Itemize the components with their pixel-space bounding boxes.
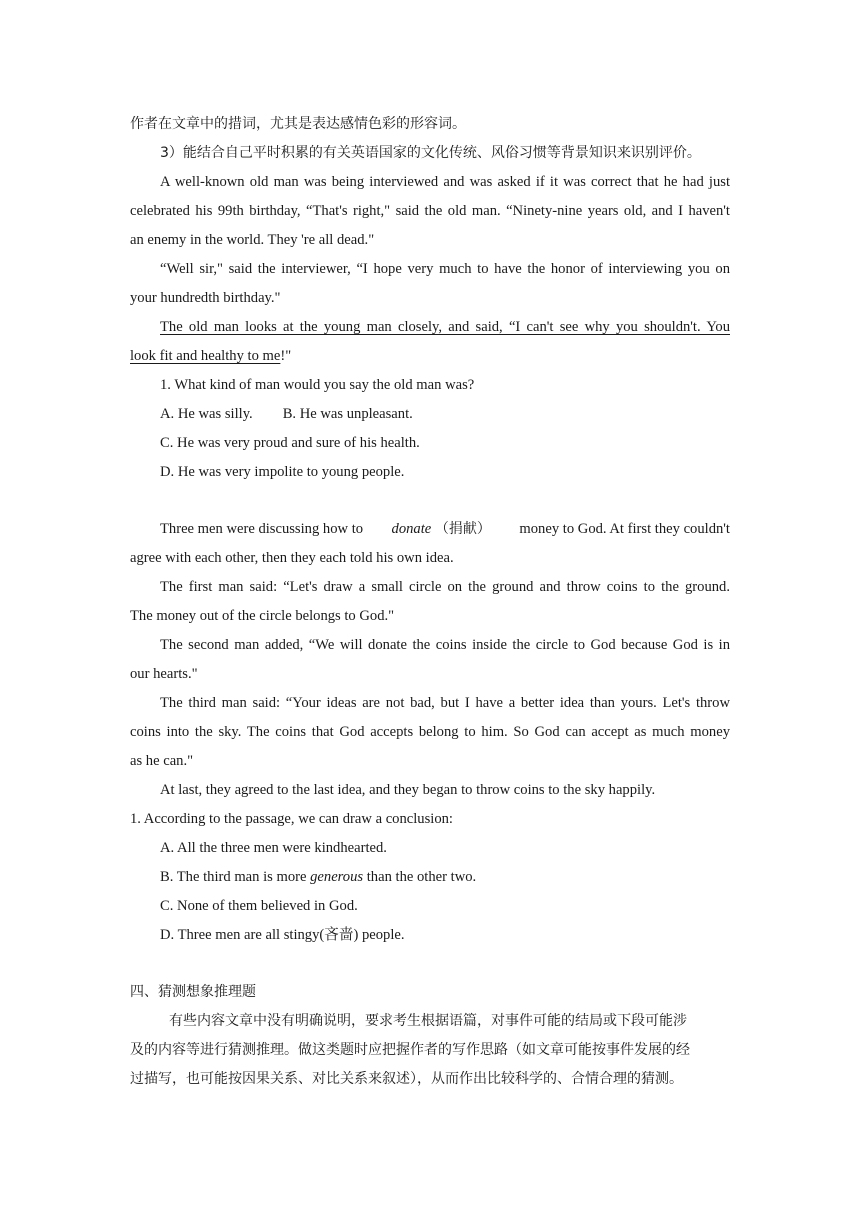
passage2-question: 1. According to the passage, we can draw a conclusion:: [130, 811, 453, 827]
passage2-option-b: [160, 868, 730, 886]
section4-line-2: 及的内容等进行猜测推理。做这类题时应把握作者的写作思路（如文章可能按事件发展的经: [130, 1042, 690, 1058]
passage2-word-2: money to God. At first they couldn't: [519, 521, 730, 537]
passage2-option-c: C. None of them believed in God.: [160, 898, 358, 914]
passage1-underlined-line2: look fit and healthy to me: [130, 348, 281, 364]
section4-line-3: 过描写，也可能按因果关系、对比关系来叙述），从而作出比较科学的、合情合理的猜测。: [130, 1071, 683, 1087]
passage1-para2-line1: “Well sir," said the interviewer, “I hope very much to have the honor of interviewing you on: [160, 261, 730, 277]
passage2-donate-word: donate: [391, 521, 432, 537]
passage1-option-b: B. He was unpleasant.: [282, 406, 413, 422]
passage1-para1-line2: celebrated his 99th birthday, “That's right," said the old man. “Ninety-nine years old, and I haven't: [130, 203, 730, 219]
passage2-word-1: Three men were discussing how to: [160, 521, 364, 537]
passage2-para1-line1: [160, 520, 730, 538]
passage1-option-a: A. He was silly.: [160, 406, 253, 422]
passage1-option-c: C. He was very proud and sure of his health.: [160, 435, 420, 451]
passage2-option-b-start: B. The third man is more: [160, 869, 307, 885]
passage1-para1-line3: an enemy in the world. They 're all dead.": [130, 232, 375, 248]
passage2-option-a: A. All the three men were kindhearted.: [160, 840, 387, 856]
passage2-para2-line2: The money out of the circle belongs to God.": [130, 608, 395, 624]
passage1-para1-line1: A well-known old man was being interviewed and was asked if it was correct that he had just: [160, 174, 730, 190]
passage2-option-d: D. Three men are all stingy(吝啬) people.: [160, 927, 405, 943]
passage1-question: 1. What kind of man would you say the old man was?: [160, 377, 475, 393]
passage2-generous-word: generous: [310, 869, 364, 885]
passage1-underlined-line1: The old man looks at the young man closely, and said, “I can't see why you shouldn't. You: [160, 319, 730, 335]
passage1-options-ab: [160, 405, 730, 423]
intro-line-2: 3）能结合自己平时积累的有关英语国家的文化传统、风俗习惯等背景知识来识别评价。: [160, 145, 701, 161]
passage1-para2-line2: your hundredth birthday.": [130, 290, 281, 306]
passage2-para4-line1: The third man said: “Your ideas are not bad, but I have a better idea than yours. Let's throw: [160, 695, 730, 711]
section4-line-1: 有些内容文章中没有明确说明，要求考生根据语篇，对事件可能的结局或下段可能涉: [169, 1013, 687, 1029]
passage2-para4-line2: coins into the sky. The coins that God accepts belong to him. So God can accept as much money: [130, 724, 730, 740]
passage2-donate-cn: （捐献）: [434, 521, 491, 537]
passage2-donate-group: [392, 520, 491, 538]
passage1-para3-line2: [130, 347, 730, 365]
passage2-para1-line2: agree with each other, then they each told his own idea.: [130, 550, 454, 566]
passage2-para3-line2: our hearts.": [130, 666, 198, 682]
passage2-para3-line1: The second man added, “We will donate the coins inside the circle to God because God is in: [160, 637, 730, 653]
passage1-para3-line2-end: !": [280, 348, 292, 364]
passage2-option-b-end: than the other two.: [366, 869, 477, 885]
intro-line-1: 作者在文章中的措词，尤其是表达感情色彩的形容词。: [130, 116, 466, 132]
passage2-para2-line1: The first man said: “Let's draw a small circle on the ground and throw coins to the ground.: [160, 579, 730, 595]
passage2-para5: At last, they agreed to the last idea, and they began to throw coins to the sky happily.: [160, 782, 656, 798]
passage1-option-d: D. He was very impolite to young people.: [160, 464, 405, 480]
section4-heading: 四、猜测想象推理题: [130, 984, 256, 1000]
passage2-para4-line3: as he can.": [130, 753, 194, 769]
